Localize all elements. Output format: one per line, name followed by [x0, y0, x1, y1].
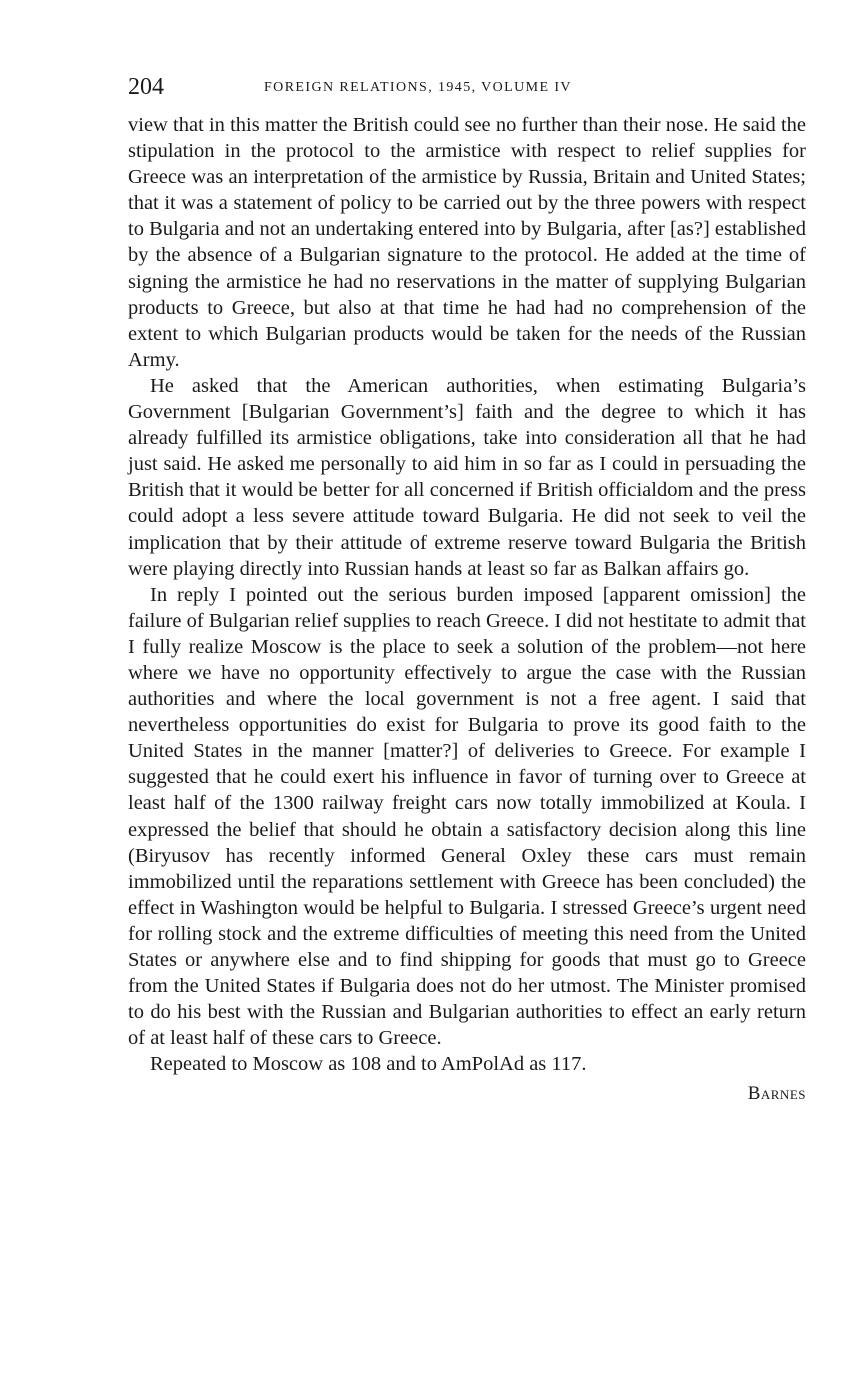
paragraph-2: He asked that the American authorities, when estimating Bulgaria’s Government [Bulgarian Government’s] faith and the degree to which it has already fulfilled its armistice obligations, take into consideration all that he had just said. He asked me personally to aid him in so far as I could in persuading the British that it would be better for all concerned if British officialdom and the press could adopt a less severe attitude toward Bulgaria. He did not seek to veil the implication that by their attitude of extreme reserve toward Bulgaria the British were playing directly into Russian hands at least so far as Balkan affairs go.: [128, 374, 806, 580]
running-head: FOREIGN RELATIONS, 1945, VOLUME IV: [264, 80, 572, 95]
paragraph-3: In reply I pointed out the serious burden imposed [apparent omission] the failure of Bulgarian relief supplies to reach Greece. I did not hestitate to admit that I fully realize Moscow is the place to seek a solution of the problem—not here where we have no opportunity effectively to argue the case with the Russian authorities and where the local government is not a free agent. I said that nevertheless opportunities do exist for Bulgaria to prove its good faith to the United States in the manner [matter?] of deliveries to Greece. For example I suggested that he could exert his influence in favor of turning over to Greece at least half of the 1300 railway freight cars now totally immobilized at Koula. I expressed the belief that should he obtain a satisfactory decision along this line (Biryusov has recently informed General Oxley these cars must remain immobilized until the reparations settlement with Greece has been concluded) the effect in Washington would be helpful to Bulgaria. I stressed Greece’s urgent need for rolling stock and the extreme difficulties of meeting this need from the United States or anywhere else and to find shipping for goods that must go to Greece from the United States if Bulgaria does not do her utmost. The Minister promised to do his best with the Russian and Bulgarian authorities to effect an early return of at least half of these cars to Greece.: [128, 583, 806, 1050]
document-page: [128, 72, 806, 1105]
signature: [128, 1083, 806, 1105]
page-number: 204: [128, 74, 164, 100]
paragraph-repeated: Repeated to Moscow as 108 and to AmPolAd as 117.: [150, 1053, 587, 1076]
signature-name: Barnes: [747, 1083, 806, 1105]
page-header: [128, 72, 806, 102]
paragraph-1: view that in this matter the British could see no further than their nose. He said the stipulation in the protocol to the armistice with respect to relief supplies for Greece was an interpretation of the armistice by Russia, Britain and United States; that it was a statement of policy to be carried out by the three powers with respect to Bulgaria and not an undertaking entered into by Bulgaria, after [as?] established by the absence of a Bulgarian signature to the protocol. He added at the time of signing the armistice he had no reservations in the matter of supplying Bulgarian products to Greece, but also at that time he had had no comprehension of the extent to which Bulgarian products would be taken for the needs of the Russian Army.: [128, 114, 806, 371]
